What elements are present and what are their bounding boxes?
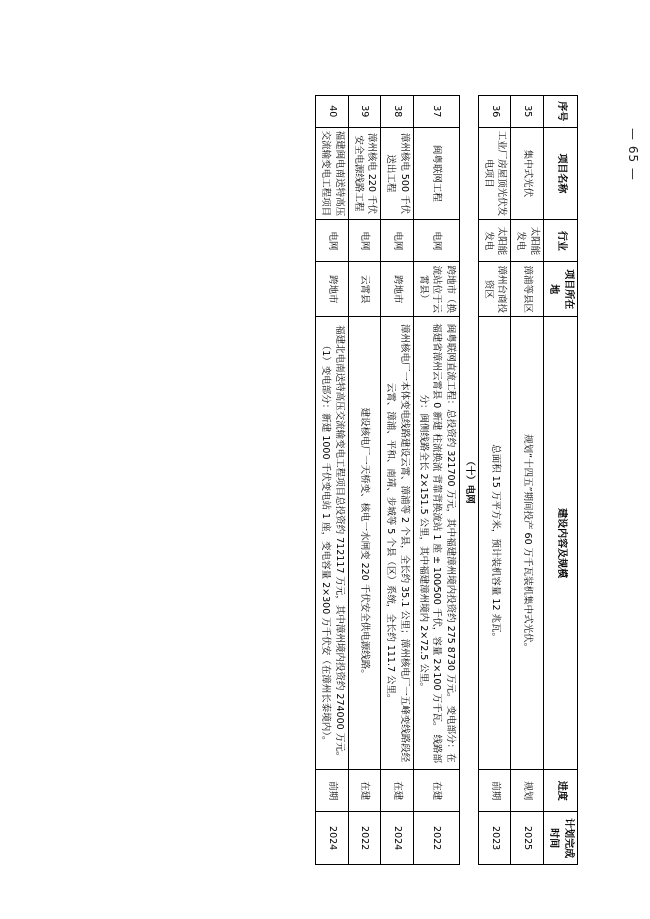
header-progress: 进度 [544,770,578,812]
section-heading: （十）电网 [460,96,479,865]
cell-desc: 规划“十四五”期间投产 60 万千瓦装机集中式光伏。 [511,317,544,770]
cell-industry: 电网 [381,220,414,262]
cell-name: 漳州核电 500 千伏送出工程 [381,127,414,220]
cell-desc: 总面积 15 万平方米，预计装机容量 12 兆瓦。 [478,317,511,770]
cell-time: 2022 [413,812,459,865]
cell-place: 漳浦等县区 [511,262,544,317]
cell-no: 38 [381,96,414,128]
header-industry: 行业 [544,220,578,262]
cell-no: 39 [348,96,381,128]
cell-no: 40 [316,96,349,128]
cell-time: 2024 [316,812,349,865]
cell-name: 福建闽电南送特高压交流输变电工程项目 [316,127,349,220]
cell-name: 闽粤联网工程 [413,127,459,220]
cell-place: 跨地市 [316,262,349,317]
cell-place: 云霄县 [348,262,381,317]
project-table [315,95,578,865]
cell-desc: 建设核电厂一天桥变、核电一水闸变 220 千伏安全供电源线路。 [348,317,381,770]
rotated-table-wrapper [18,95,578,865]
table-row [413,96,459,865]
cell-progress: 前期 [478,770,511,812]
header-name: 项目名称 [544,127,578,220]
cell-industry: 太阳能发电 [511,220,544,262]
cell-progress: 在建 [348,770,381,812]
cell-desc: 福建北电南送特高压交流输变电工程项目总投资约 712117 万元，其中漳州境内投资约 274000 万元。 （1）变电部分：新建 1000 千伏变电站 1 座，变电容量 2×300 万千伏安（在漳州长泰境内）。 [316,317,349,770]
cell-no: 37 [413,96,459,128]
cell-industry: 电网 [348,220,381,262]
cell-desc: 漳州核电厂一本体变电线路建设云霄、漳浦等 2 个县，全长约 35.1 公里；漳州核电厂一五峰变线路段经云霄、漳浦、平和、南靖、步城等 5 个县（区）系统，全长约 111.7 公里。 [381,317,414,770]
cell-progress: 前期 [316,770,349,812]
cell-no: 35 [511,96,544,128]
cell-name: 集中式光伏 [511,127,544,220]
page-number: — 65 — [626,128,640,181]
cell-name: 工业厂房屋顶光伏发电项目 [478,127,511,220]
cell-industry: 太阳能发电 [478,220,511,262]
header-place: 项目所在地 [544,262,578,317]
cell-time: 2022 [348,812,381,865]
cell-time: 2024 [381,812,414,865]
table-row [316,96,349,865]
cell-no: 36 [478,96,511,128]
header-no: 序号 [544,96,578,128]
cell-progress: 规划 [511,770,544,812]
cell-time: 2025 [511,812,544,865]
cell-place: 漳州台商投资区 [478,262,511,317]
table-row [381,96,414,865]
table-row [348,96,381,865]
section-heading-row [460,96,479,865]
table-row [511,96,544,865]
cell-desc: 闽粤联网直流工程：总投资约 321700 万元，其中福建漳州境内投资约 275 8730 万元。 变电部分：在福建省漳州云霄县 0 新建 柱流换流 背靠背换流站 1 座 ± 100⁄500 千伏，容量 2×100 万千瓦。 线路部分：闽侧线路全长 2×151.5 公里，其中福建漳州境内 2×72.5 公里。 [413,317,459,770]
cell-progress: 在建 [381,770,414,812]
cell-progress: 在建 [413,770,459,812]
cell-name: 漳州核电 220 千伏安全电源线路工程 [348,127,381,220]
cell-time: 2023 [478,812,511,865]
table-header-row [544,96,578,865]
header-desc: 建设内容及规模 [544,317,578,770]
cell-industry: 电网 [316,220,349,262]
header-time: 计划完成时间 [544,812,578,865]
table-row [478,96,511,865]
cell-place: 跨地市 [381,262,414,317]
table-body [316,96,544,865]
rotated-table-inner [18,95,578,865]
cell-industry: 电网 [413,220,459,262]
cell-place: 跨地市（换流站位于云霄县） [413,262,459,317]
